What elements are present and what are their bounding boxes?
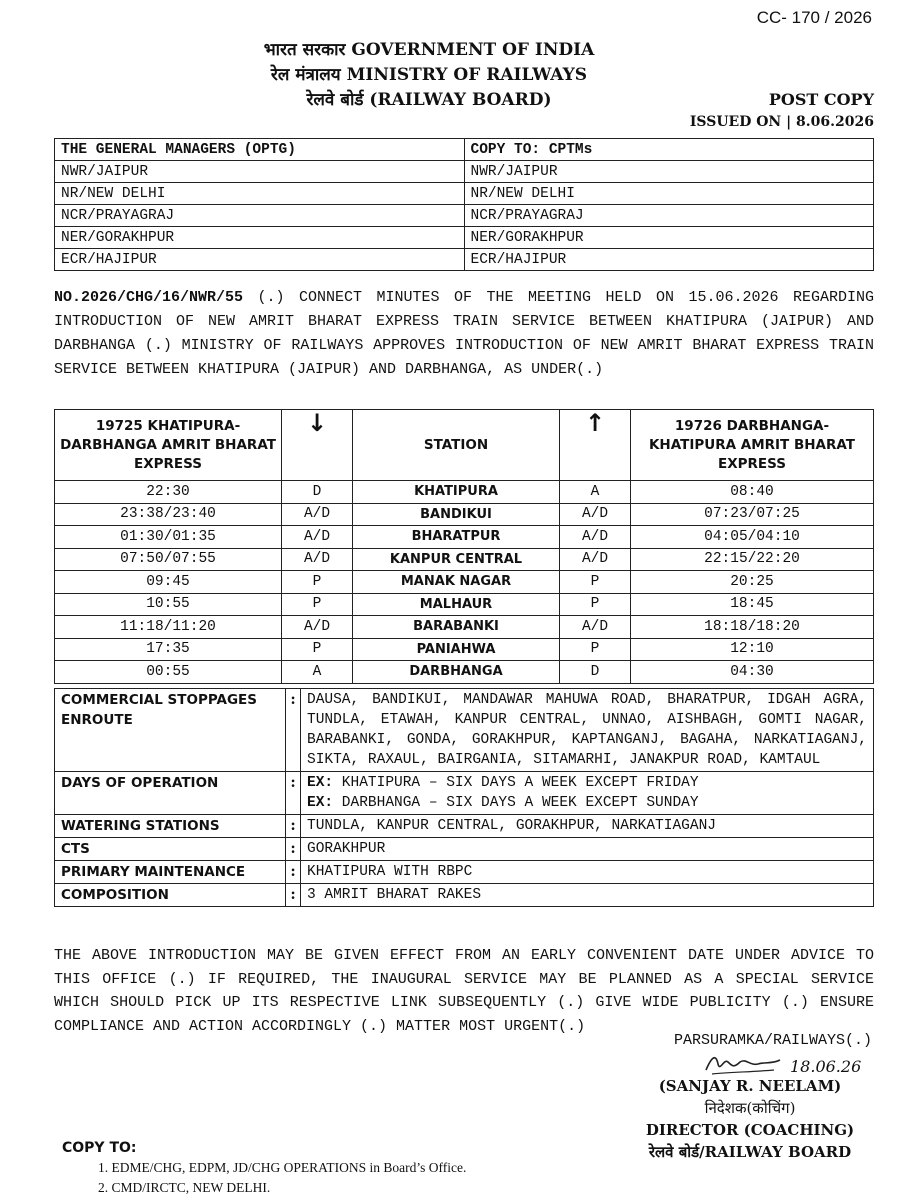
colon: : (286, 772, 301, 815)
letter-number: NO.2026/CHG/16/NWR/55 (54, 289, 244, 306)
station-name: BARABANKI (353, 616, 560, 639)
days-of-operation-row (55, 772, 874, 815)
addressee-row (55, 205, 874, 227)
closing-paragraph: THE ABOVE INTRODUCTION MAY BE GIVEN EFFECT FROM AN EARLY CONVENIENT DATE UNDER ADVICE TO THIS OFFICE (.) IF REQUIRED, THE INAUGURAL SERVICE MAY BE PLANNED AS A SPECIAL SERVICE WHICH SHOULD PICK UP ITS RESPECTIVE LINK SUBSEQUENTLY (.) GIVE WIDE PUBLICITY (.) ENSURE COMPLIANCE AND ACTION ACCORDINGLY (.) MATTER MOST URGENT(.) (54, 947, 874, 1035)
up-code: A/D (560, 526, 631, 549)
down-code: A/D (282, 526, 353, 549)
signatory-name: (SANJAY R. NEELAM) (658, 1077, 842, 1095)
timetable-row (55, 571, 874, 594)
up-train-header: 19726 DARBHANGA-KHATIPURA AMRIT BHARAT EXPRESS (631, 410, 874, 481)
copy-to-heading: COPY TO: (62, 1140, 137, 1156)
up-code: D (560, 661, 631, 684)
letterhead-line-ministry: रेल मंत्रालय MINISTRY OF RAILWAYS (270, 65, 588, 85)
timetable-row (55, 661, 874, 684)
telegraphic-signoff: PARSURAMKA/RAILWAYS(.) (673, 1032, 872, 1049)
down-time: 07:50/07:55 (55, 548, 282, 571)
down-time: 22:30 (55, 481, 282, 504)
up-code: P (560, 638, 631, 661)
commercial-stoppages-label: COMMERCIAL STOPPAGES ENROUTE (55, 689, 286, 772)
watering-stations-row (55, 815, 874, 838)
colon: : (286, 884, 301, 907)
down-time: 09:45 (55, 571, 282, 594)
ex-prefix: EX: (307, 795, 334, 811)
down-code: D (282, 481, 353, 504)
intro-paragraph (54, 286, 874, 382)
addressee-row (55, 227, 874, 249)
watering-stations-label: WATERING STATIONS (55, 815, 286, 838)
composition-value: 3 AMRIT BHARAT RAKES (301, 884, 874, 907)
addressee-row (55, 183, 874, 205)
primary-maintenance-row (55, 861, 874, 884)
down-code: A/D (282, 503, 353, 526)
station-name: BHARATPUR (353, 526, 560, 549)
addressee-right: NWR/JAIPUR (464, 161, 874, 183)
commercial-stoppages-value: DAUSA, BANDIKUI, MANDAWAR MAHUWA ROAD, BHARATPUR, IDGAH AGRA, TUNDLA, ETAWAH, KANPUR CENTRAL, UNNAO, AISHBAGH, GOMTI NAGAR, BARABANKI, GONDA, GORAKHPUR, KAPTANGANJ, BAGAHA, NARKATIAGANJ, SIKTA, RAXAUL, BAIRGANIA, SITAMARHI, JANAKPUR ROAD, KAMTAUL (301, 689, 874, 772)
up-code: P (560, 593, 631, 616)
letterhead-line-board: रेलवे बोर्ड (RAILWAY BOARD) (306, 90, 552, 110)
colon: : (286, 861, 301, 884)
composition-label: COMPOSITION (55, 884, 286, 907)
cts-row (55, 838, 874, 861)
up-time: 20:25 (631, 571, 874, 594)
addressee-left-header: THE GENERAL MANAGERS (OPTG) (55, 139, 465, 161)
down-code: P (282, 638, 353, 661)
signatory-hindi-title: निदेशक(कोचिंग) (704, 1099, 796, 1117)
station-name: BANDIKUI (353, 503, 560, 526)
down-time: 00:55 (55, 661, 282, 684)
signatory-title: DIRECTOR (COACHING) (645, 1121, 855, 1139)
days-line-2 (307, 793, 867, 813)
addressee-right: NER/GORAKHPUR (464, 227, 874, 249)
days-of-operation-label: DAYS OF OPERATION (55, 772, 286, 815)
watering-stations-value: TUNDLA, KANPUR CENTRAL, GORAKHPUR, NARKATIAGANJ (301, 815, 874, 838)
intro-text: (.) CONNECT MINUTES OF THE MEETING HELD ON 15.06.2026 REGARDING INTRODUCTION OF NEW AMRIT BHARAT EXPRESS TRAIN SERVICE BETWEEN KHATIPURA (JAIPUR) AND DARBHANGA (.) MINISTRY OF RAILWAYS APPROVES INTRODUCTION OF NEW AMRIT BHARAT EXPRESS TRAIN SERVICE BETWEEN KHATIPURA (JAIPUR) AND DARBHANGA, AS UNDER(.) (54, 289, 874, 378)
up-time: 07:23/07:25 (631, 503, 874, 526)
addressee-header-row (55, 139, 874, 161)
up-code: A/D (560, 616, 631, 639)
up-time: 04:05/04:10 (631, 526, 874, 549)
up-code: P (560, 571, 631, 594)
station-name: PANIAHWA (353, 638, 560, 661)
addressee-table (54, 138, 874, 271)
station-name: DARBHANGA (353, 661, 560, 684)
signatory-block (600, 1075, 900, 1163)
up-time: 04:30 (631, 661, 874, 684)
cts-label: CTS (55, 838, 286, 861)
station-name: KHATIPURA (353, 481, 560, 504)
timetable-row (55, 638, 874, 661)
signatory-organisation: रेलवे बोर्ड/RAILWAY BOARD (648, 1143, 852, 1161)
up-arrow-icon: ↑ (560, 410, 631, 481)
copy-to-item: 2. CMD/IRCTC, NEW DELHI. (98, 1180, 271, 1195)
days-line-1 (307, 773, 867, 793)
down-code: A (282, 661, 353, 684)
station-name: KANPUR CENTRAL (353, 548, 560, 571)
down-time: 23:38/23:40 (55, 503, 282, 526)
timetable-header-row (55, 410, 874, 481)
down-code: A/D (282, 548, 353, 571)
cts-value: GORAKHPUR (301, 838, 874, 861)
ex-prefix: EX: (307, 775, 334, 791)
station-name: MALHAUR (353, 593, 560, 616)
addressee-left: ECR/HAJIPUR (55, 249, 465, 271)
addressee-right: NR/NEW DELHI (464, 183, 874, 205)
timetable-row (55, 593, 874, 616)
addressee-row (55, 161, 874, 183)
up-time: 18:45 (631, 593, 874, 616)
primary-maintenance-value: KHATIPURA WITH RBPC (301, 861, 874, 884)
timetable-row (55, 548, 874, 571)
letterhead-line-govt: भारत सरकार GOVERNMENT OF INDIA (263, 40, 595, 60)
down-time: 17:35 (55, 638, 282, 661)
up-code: A (560, 481, 631, 504)
timetable-row (55, 526, 874, 549)
colon: : (286, 689, 301, 772)
colon: : (286, 815, 301, 838)
down-time: 11:18/11:20 (55, 616, 282, 639)
signature-date: 18.06.26 (790, 1057, 862, 1076)
addressee-row (55, 249, 874, 271)
up-time: 22:15/22:20 (631, 548, 874, 571)
days-ex-darbhanga: DARBHANGA – SIX DAYS A WEEK EXCEPT SUNDAY (333, 795, 699, 811)
up-time: 18:18/18:20 (631, 616, 874, 639)
post-copy-label: POST COPY (768, 90, 874, 109)
up-code: A/D (560, 503, 631, 526)
copy-to-item: 1. EDME/CHG, EDPM, JD/CHG OPERATIONS in Board’s Office. (98, 1160, 467, 1175)
station-header: STATION (353, 410, 560, 481)
up-code: A/D (560, 548, 631, 571)
reference-number: CC- 170 / 2026 (756, 8, 872, 27)
down-arrow-icon: ↓ (282, 410, 353, 481)
addressee-left: NR/NEW DELHI (55, 183, 465, 205)
addressee-right: ECR/HAJIPUR (464, 249, 874, 271)
days-of-operation-value (301, 772, 874, 815)
up-time: 12:10 (631, 638, 874, 661)
primary-maintenance-label: PRIMARY MAINTENANCE (55, 861, 286, 884)
days-ex-khatipura: KHATIPURA – SIX DAYS A WEEK EXCEPT FRIDAY (333, 775, 699, 791)
addressee-right-header: COPY TO: CPTMs (464, 139, 874, 161)
letterhead (0, 38, 858, 113)
addressee-left: NCR/PRAYAGRAJ (55, 205, 465, 227)
issued-on-date: ISSUED ON | 8.06.2026 (689, 114, 874, 130)
addressee-right: NCR/PRAYAGRAJ (464, 205, 874, 227)
commercial-stoppages-row (55, 689, 874, 772)
timetable-row (55, 503, 874, 526)
up-time: 08:40 (631, 481, 874, 504)
timetable-row (55, 481, 874, 504)
composition-row (55, 884, 874, 907)
colon: : (286, 838, 301, 861)
down-time: 01:30/01:35 (55, 526, 282, 549)
station-name: MANAK NAGAR (353, 571, 560, 594)
down-code: P (282, 593, 353, 616)
timetable (54, 409, 874, 684)
copy-to-list (98, 1158, 466, 1198)
service-details-table (54, 688, 874, 907)
down-code: A/D (282, 616, 353, 639)
timetable-row (55, 616, 874, 639)
down-code: P (282, 571, 353, 594)
down-time: 10:55 (55, 593, 282, 616)
down-train-header: 19725 KHATIPURA-DARBHANGA AMRIT BHARAT EXPRESS (55, 410, 282, 481)
addressee-left: NWR/JAIPUR (55, 161, 465, 183)
addressee-left: NER/GORAKHPUR (55, 227, 465, 249)
